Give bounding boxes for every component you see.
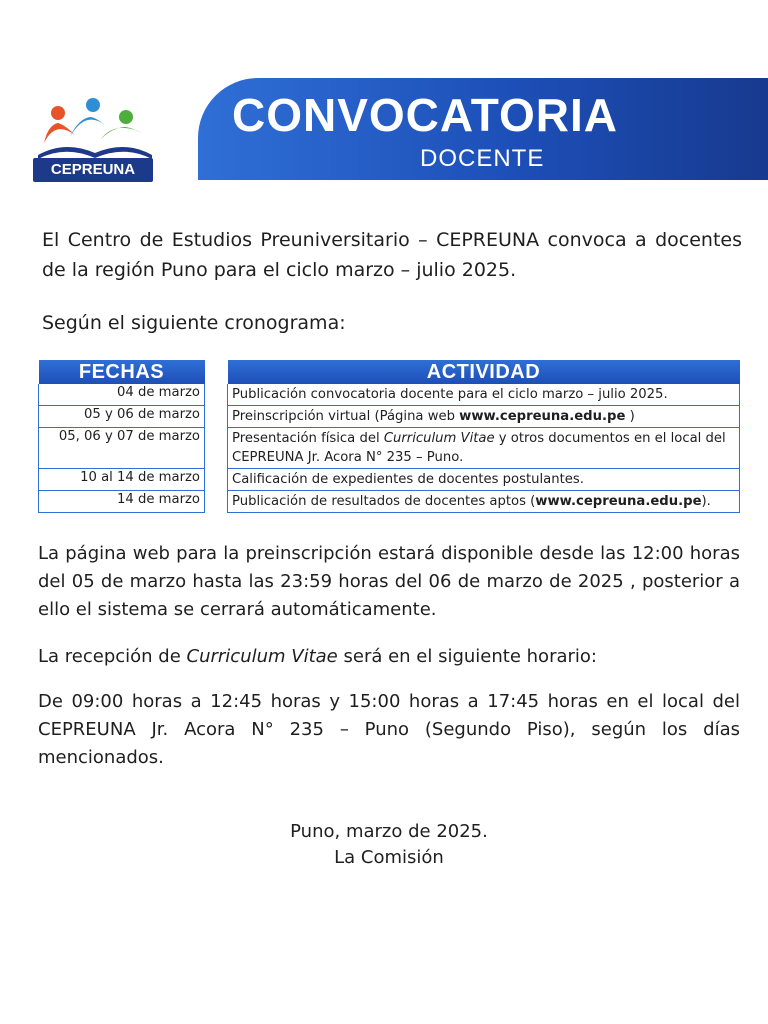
- row-activity: Calificación de expedientes de docentes postulantes.: [228, 469, 740, 491]
- table-row: [39, 428, 740, 469]
- web-link[interactable]: www.cepreuna.edu.pe: [535, 494, 702, 509]
- schedule-hours-paragraph: De 09:00 horas a 12:45 horas y 15:00 horas a 17:45 horas en el local del CEPREUNA Jr. Acora N° 235 – Puno (Segundo Piso), según los días mencionados.: [38, 691, 740, 768]
- row-date: 05 y 06 de marzo: [39, 406, 205, 428]
- table-row: [39, 406, 740, 428]
- place-date: Puno, marzo de 2025.: [290, 821, 488, 842]
- signer: La Comisión: [334, 847, 444, 868]
- banner-title: CONVOCATORIA: [232, 89, 618, 141]
- row-date: 14 de marzo: [39, 491, 205, 513]
- table-row: [39, 491, 740, 513]
- banner-subtitle: DOCENTE: [420, 145, 545, 172]
- header-fechas: FECHAS: [39, 360, 205, 384]
- row-activity: Publicación de resultados de docentes aptos (www.cepreuna.edu.pe).: [228, 491, 740, 513]
- row-date: 04 de marzo: [39, 384, 205, 406]
- intro-paragraph: El Centro de Estudios Preuniversitario – CEPREUNA convoca a docentes de la región Puno para el ciclo marzo – julio 2025.: [42, 229, 742, 281]
- schedule-lead: Según el siguiente cronograma:: [42, 312, 346, 334]
- table-row: [39, 384, 740, 406]
- schedule-table: [38, 360, 740, 513]
- row-activity: Presentación física del Curriculum Vitae y otros documentos en el local del CEPREUNA Jr. Acora N° 235 – Puno.: [228, 428, 740, 469]
- logo-wordmark: CEPREUNA: [33, 158, 153, 182]
- table-row: [39, 469, 740, 491]
- row-date: 05, 06 y 07 de marzo: [39, 428, 205, 469]
- registration-paragraph: La página web para la preinscripción estará disponible desde las 12:00 horas del 05 de marzo hasta las 23:59 horas del 06 de marzo de 2025 , posterior a ello el sistema se cerrará automáticamente.: [38, 543, 740, 620]
- header-actividad: ACTIVIDAD: [228, 360, 740, 384]
- cv-reception-paragraph: La recepción de Curriculum Vitae será en el siguiente horario:: [38, 646, 597, 667]
- row-activity: Preinscripción virtual (Página web www.cepreuna.edu.pe ): [228, 406, 740, 428]
- web-link[interactable]: www.cepreuna.edu.pe: [459, 409, 626, 424]
- row-date: 10 al 14 de marzo: [39, 469, 205, 491]
- row-activity: Publicación convocatoria docente para el ciclo marzo – julio 2025.: [228, 384, 740, 406]
